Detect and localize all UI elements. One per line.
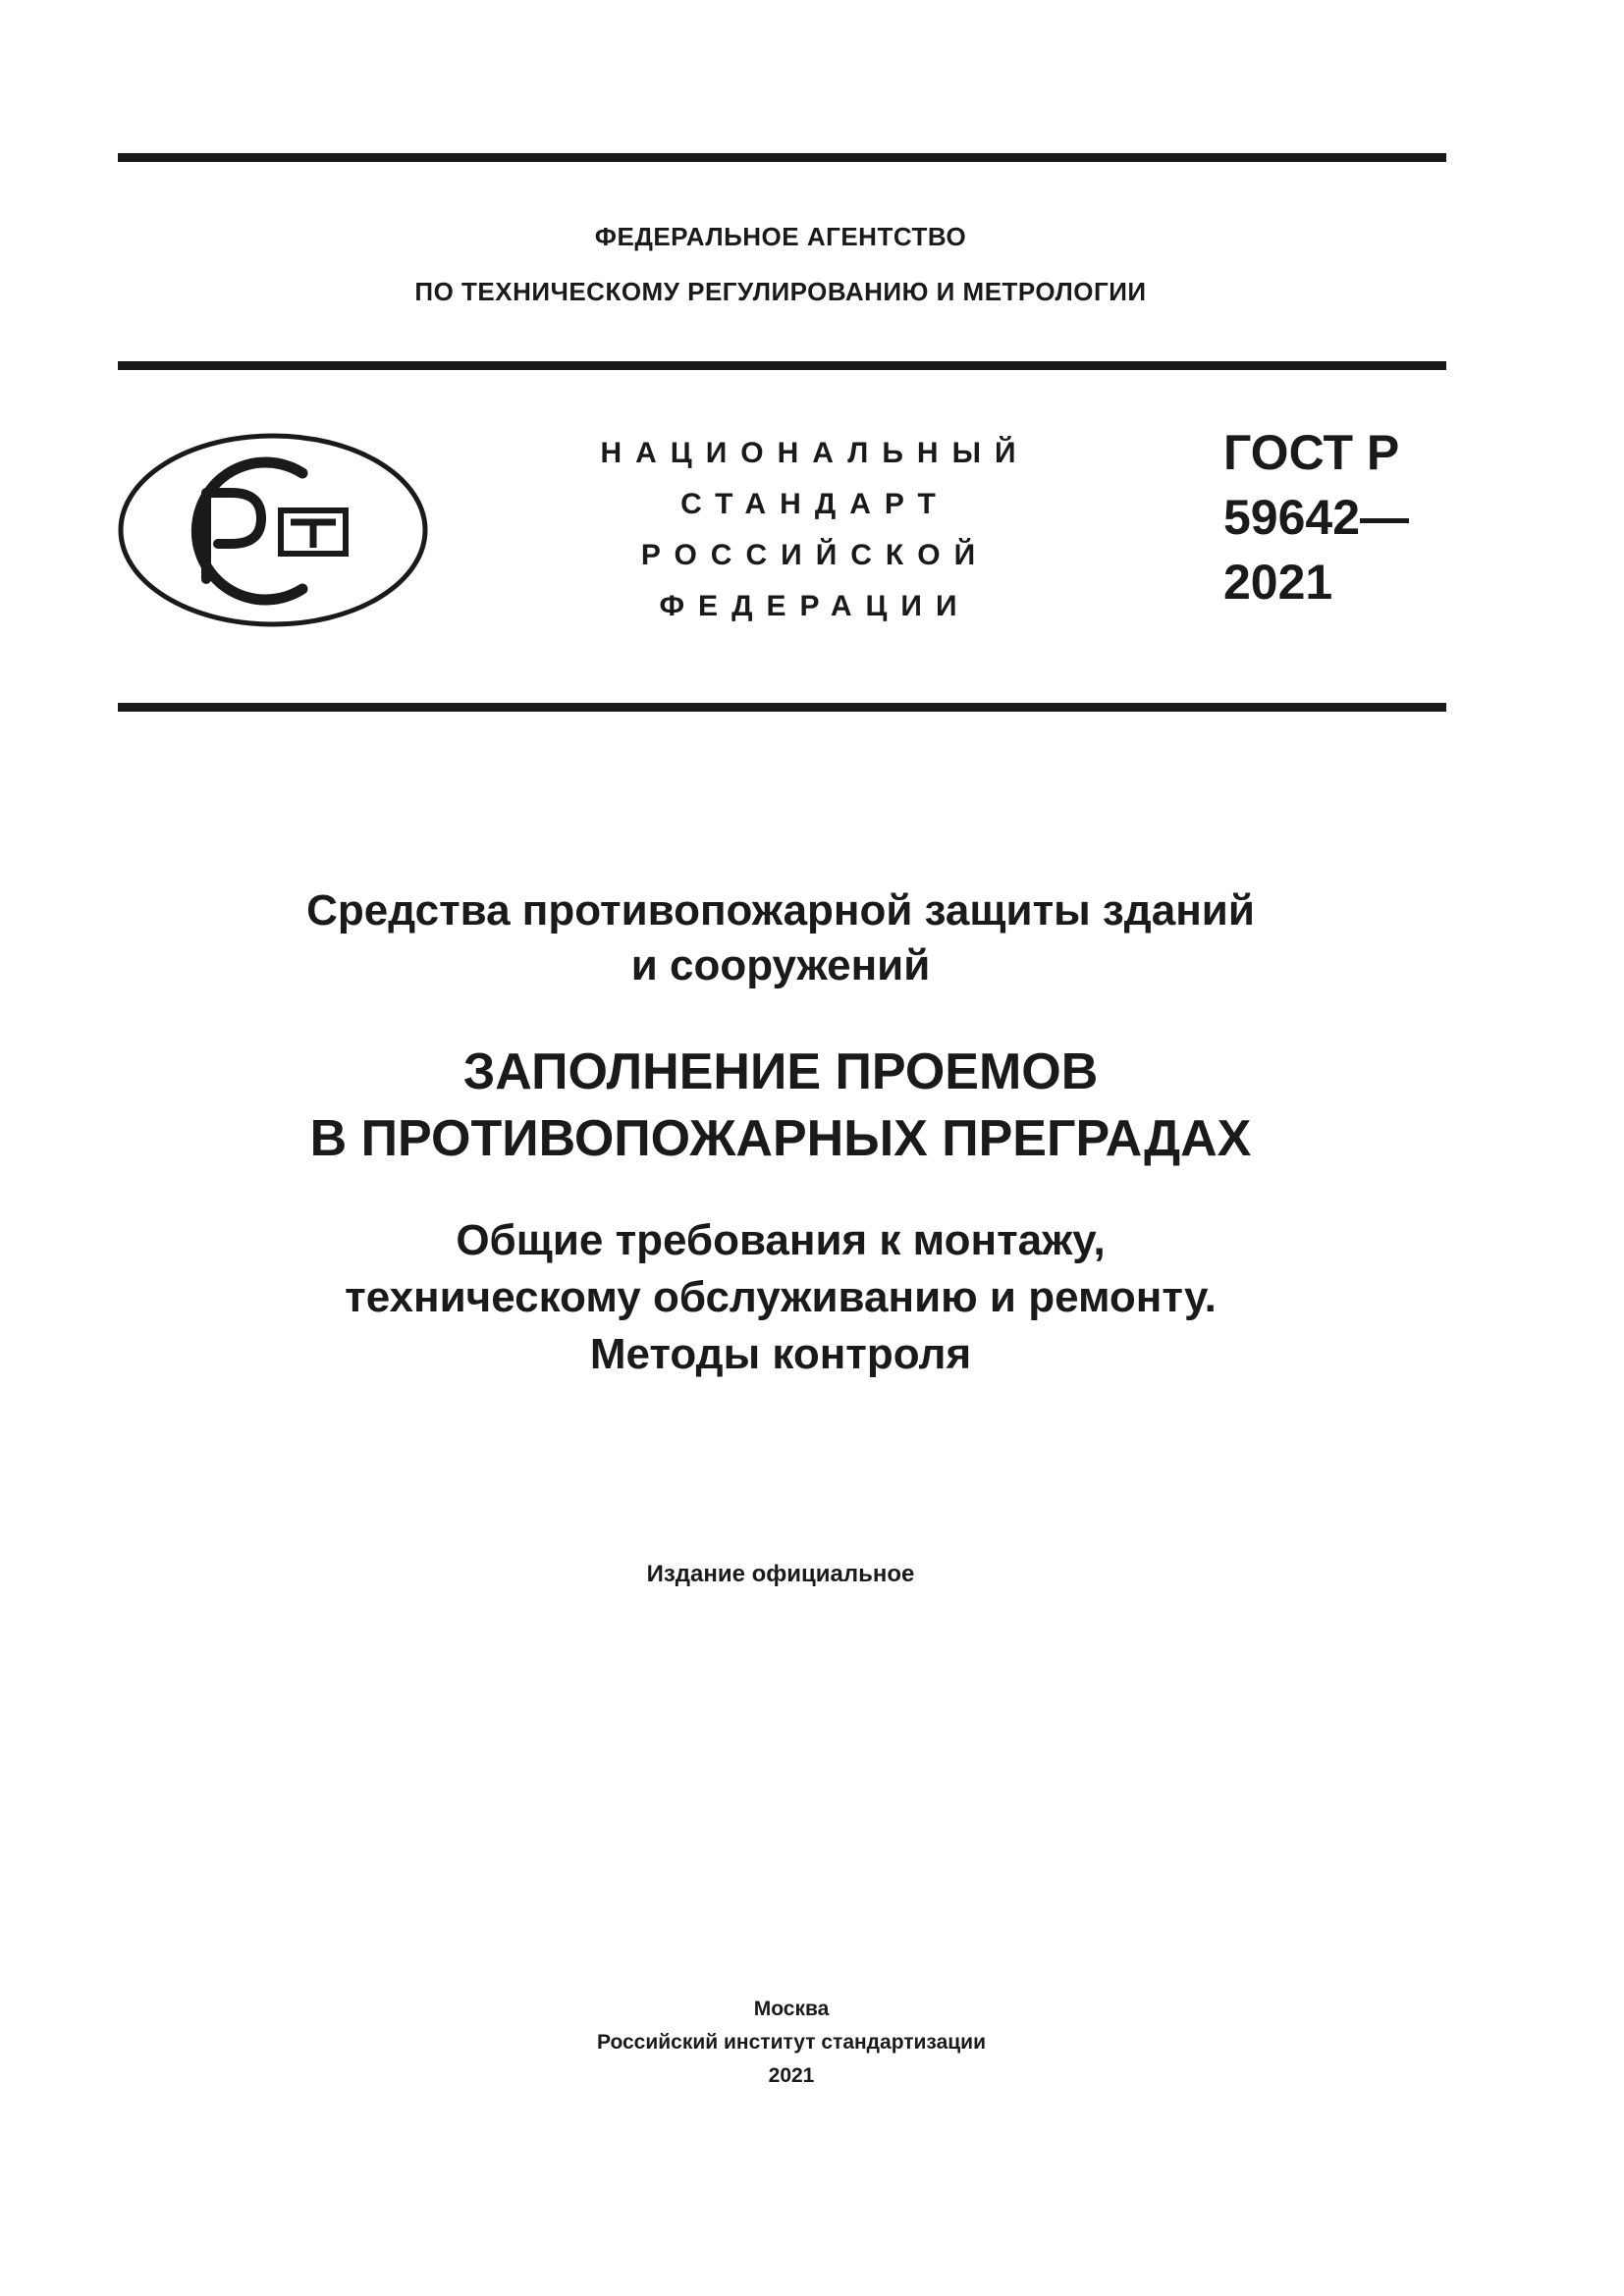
standard-type-line: ФЕДЕРАЦИИ: [659, 590, 971, 622]
top-rule: [118, 153, 1446, 162]
title-group: [0, 883, 1561, 993]
imprint: [0, 1993, 1583, 2093]
designation-line: 2021: [1223, 555, 1333, 610]
edition-note: Издание официальное: [646, 1561, 915, 1587]
bottom-rule: [118, 703, 1446, 712]
standard-type-line: СТАНДАРТ: [680, 488, 949, 520]
title-sub: [0, 1212, 1561, 1383]
title-group-line: Средства противопожарной защиты зданий: [306, 886, 1255, 934]
standard-type-line: НАЦИОНАЛЬНЫЙ: [600, 437, 1030, 469]
agency-name-line-2: ПО ТЕХНИЧЕСКОМУ РЕГУЛИРОВАНИЮ И МЕТРОЛОГИИ: [414, 277, 1147, 306]
standard-type-label: [550, 428, 1080, 632]
standard-designation: [1223, 420, 1409, 614]
gost-r-certification-mark-icon: [116, 432, 430, 628]
title-sub-line: техническому обслуживанию и ремонту.: [345, 1273, 1217, 1321]
title-main-line: В ПРОТИВОПОЖАРНЫХ ПРЕГРАДАХ: [309, 1110, 1252, 1167]
agency-name-line-1: ФЕДЕРАЛЬНОЕ АГЕНТСТВО: [594, 222, 967, 251]
designation-line: 59642—: [1223, 490, 1410, 545]
title-sub-line: Методы контроля: [589, 1330, 972, 1378]
title-main-line: ЗАПОЛНЕНИЕ ПРОЕМОВ: [462, 1043, 1099, 1100]
imprint-year: 2021: [768, 2064, 815, 2087]
imprint-city: Москва: [753, 1998, 830, 2020]
middle-rule: [118, 361, 1446, 370]
title-group-line: и сооружений: [630, 941, 931, 989]
designation-line: ГОСТ Р: [1223, 425, 1400, 480]
title-main: [0, 1039, 1561, 1172]
standard-type-line: РОССИЙСКОЙ: [640, 539, 990, 571]
imprint-publisher: Российский институт стандартизации: [596, 2031, 987, 2054]
title-sub-line: Общие требования к монтажу,: [456, 1216, 1106, 1264]
